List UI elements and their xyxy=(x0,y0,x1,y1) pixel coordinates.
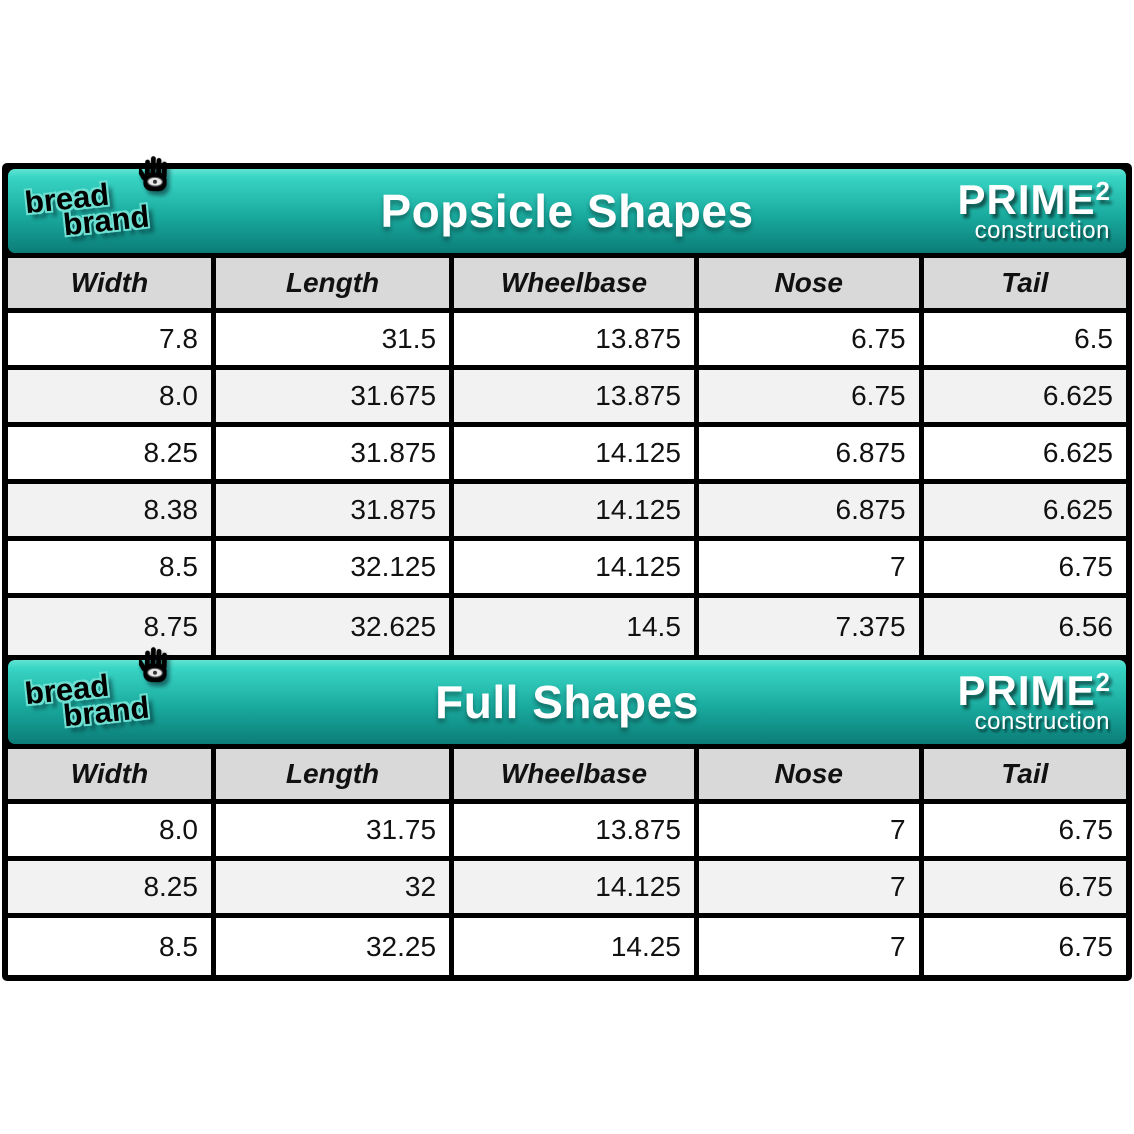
cell-width: 8.5 xyxy=(8,918,216,975)
table-row xyxy=(8,313,1126,370)
hand-with-eye-icon xyxy=(138,155,173,196)
prime2-construction-logo xyxy=(957,666,1110,735)
cell-tail: 6.625 xyxy=(924,484,1126,541)
table-row xyxy=(8,427,1126,484)
cell-width: 8.0 xyxy=(8,804,216,861)
popsicle-shapes-header-band xyxy=(8,169,1126,253)
full-shapes-header-band xyxy=(8,660,1126,744)
cell-tail: 6.625 xyxy=(924,427,1126,484)
bread-brand-logo xyxy=(24,177,151,244)
cell-length: 31.675 xyxy=(216,370,454,427)
cell-width: 8.25 xyxy=(8,427,216,484)
cell-wheelbase: 14.125 xyxy=(454,861,699,918)
cell-length: 31.875 xyxy=(216,484,454,541)
size-chart-sheet xyxy=(2,163,1132,981)
prime-exponent: 2 xyxy=(1095,175,1110,206)
cell-tail: 6.5 xyxy=(924,313,1126,370)
cell-nose: 6.875 xyxy=(699,427,924,484)
cell-nose: 7 xyxy=(699,861,924,918)
cell-width: 8.75 xyxy=(8,598,216,655)
full-shapes-table xyxy=(8,749,1126,975)
column-header-row xyxy=(8,258,1126,313)
prime-exponent: 2 xyxy=(1095,666,1110,697)
table-row xyxy=(8,598,1126,655)
column-header-row xyxy=(8,749,1126,804)
cell-width: 8.25 xyxy=(8,861,216,918)
logo-text-line2: brand xyxy=(61,689,151,733)
cell-wheelbase: 14.125 xyxy=(454,484,699,541)
column-header-length: Length xyxy=(216,749,454,804)
cell-width: 8.0 xyxy=(8,370,216,427)
cell-nose: 7 xyxy=(699,541,924,598)
cell-nose: 7 xyxy=(699,804,924,861)
cell-length: 31.875 xyxy=(216,427,454,484)
cell-tail: 6.75 xyxy=(924,804,1126,861)
bread-brand-logo xyxy=(24,668,151,735)
cell-wheelbase: 13.875 xyxy=(454,804,699,861)
cell-tail: 6.75 xyxy=(924,541,1126,598)
cell-tail: 6.625 xyxy=(924,370,1126,427)
prime-wordmark: PRIME$^2$ xyxy=(957,666,1110,714)
table-title-popsicle: Popsicle Shapes xyxy=(380,185,754,237)
cell-width: 7.8 xyxy=(8,313,216,370)
cell-width: 8.5 xyxy=(8,541,216,598)
column-header-nose: Nose xyxy=(699,749,924,804)
cell-wheelbase: 14.125 xyxy=(454,427,699,484)
cell-tail: 6.75 xyxy=(924,918,1126,975)
logo-text-line1: bread xyxy=(23,176,111,221)
column-header-width: Width xyxy=(8,258,216,313)
cell-nose: 6.75 xyxy=(699,370,924,427)
prime2-construction-logo xyxy=(957,175,1110,244)
logo-text-line2: brand xyxy=(61,198,151,242)
cell-length: 32.25 xyxy=(216,918,454,975)
column-header-wheelbase: Wheelbase xyxy=(454,258,699,313)
column-header-length: Length xyxy=(216,258,454,313)
table-title-full: Full Shapes xyxy=(435,676,699,728)
table-row xyxy=(8,484,1126,541)
cell-wheelbase: 14.25 xyxy=(454,918,699,975)
cell-nose: 6.875 xyxy=(699,484,924,541)
prime-subtitle: construction xyxy=(974,707,1110,735)
table-row xyxy=(8,541,1126,598)
cell-length: 32.625 xyxy=(216,598,454,655)
cell-wheelbase: 13.875 xyxy=(454,313,699,370)
table-row xyxy=(8,370,1126,427)
prime-subtitle: construction xyxy=(974,216,1110,244)
cell-nose: 7.375 xyxy=(699,598,924,655)
popsicle-shapes-table xyxy=(8,258,1126,655)
cell-tail: 6.75 xyxy=(924,861,1126,918)
cell-wheelbase: 14.125 xyxy=(454,541,699,598)
column-header-tail: Tail xyxy=(924,258,1126,313)
cell-wheelbase: 14.5 xyxy=(454,598,699,655)
cell-nose: 7 xyxy=(699,918,924,975)
table-row xyxy=(8,804,1126,861)
cell-wheelbase: 13.875 xyxy=(454,370,699,427)
column-header-wheelbase: Wheelbase xyxy=(454,749,699,804)
column-header-width: Width xyxy=(8,749,216,804)
table-row xyxy=(8,918,1126,975)
hand-with-eye-icon xyxy=(138,646,173,687)
cell-length: 31.75 xyxy=(216,804,454,861)
table-row xyxy=(8,861,1126,918)
cell-width: 8.38 xyxy=(8,484,216,541)
cell-tail: 6.56 xyxy=(924,598,1126,655)
logo-text-line1: bread xyxy=(23,667,111,712)
cell-length: 32 xyxy=(216,861,454,918)
prime-wordmark: PRIME$^2$ xyxy=(957,175,1110,223)
cell-length: 31.5 xyxy=(216,313,454,370)
column-header-tail: Tail xyxy=(924,749,1126,804)
cell-nose: 6.75 xyxy=(699,313,924,370)
column-header-nose: Nose xyxy=(699,258,924,313)
cell-length: 32.125 xyxy=(216,541,454,598)
